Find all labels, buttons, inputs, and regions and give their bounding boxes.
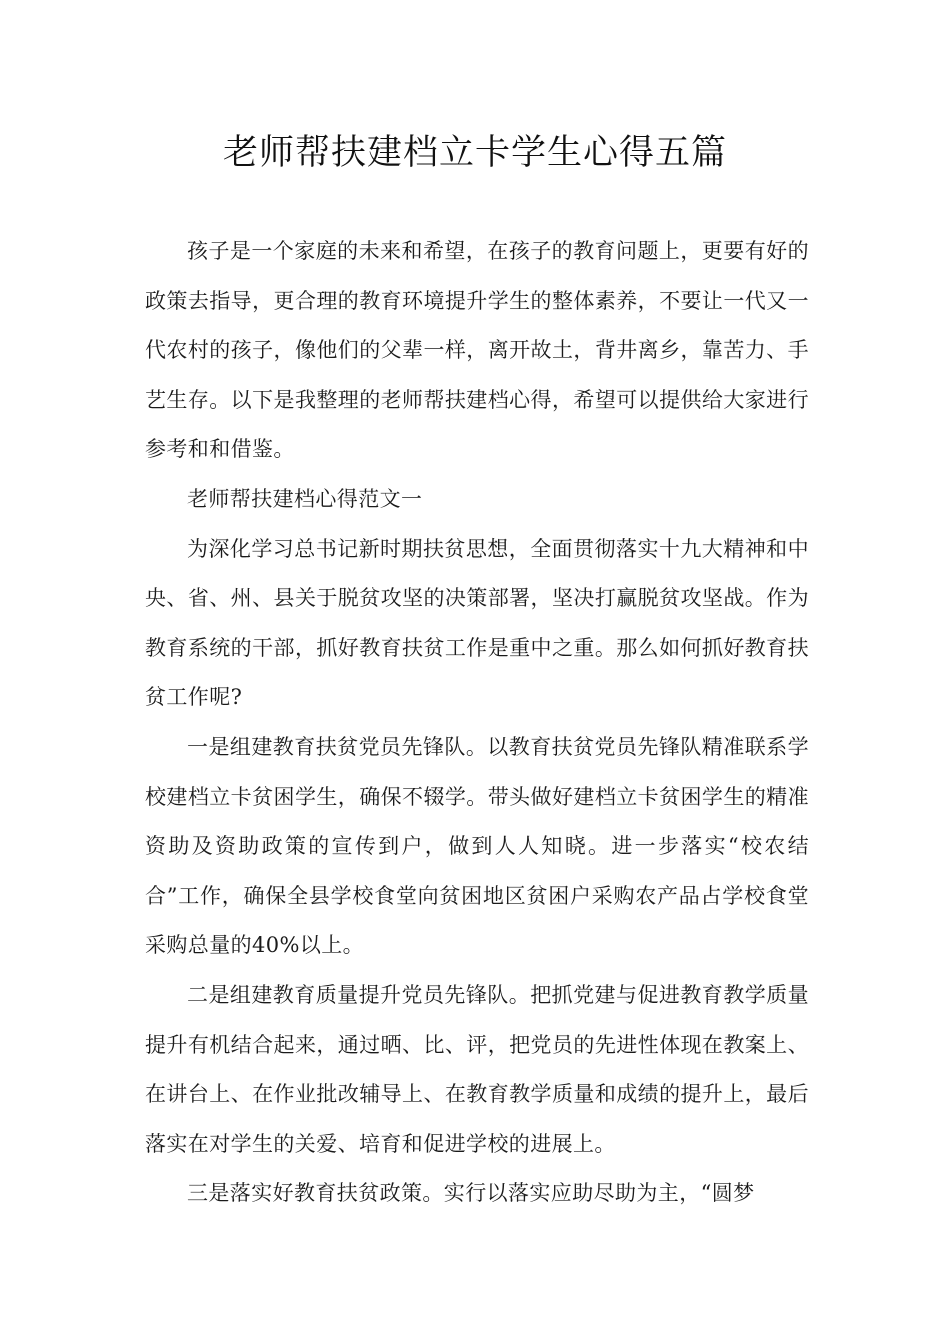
- section-heading-sample-one: 老师帮扶建档心得范文一: [187, 486, 423, 511]
- paragraph-overview: 为深化学习总书记新时期扶贫思想，全面贯彻落实十九大精神和中央、省、州、县关于脱贫攻坚的决策部署，坚决打赢脱贫攻坚战。作为教育系统的干部，抓好教育扶贫工作是重中之重。那么如何抓好教育扶贫工作呢?: [145, 536, 809, 710]
- paragraph-intro: 孩子是一个家庭的未来和希望，在孩子的教育问题上，更要有好的政策去指导，更合理的教育环境提升学生的整体素养，不要让一代又一代农村的孩子，像他们的父辈一样，离开故土，背井离乡，靠苦力、手艺生存。以下是我整理的老师帮扶建档心得，希望可以提供给大家进行参考和和借鉴。: [145, 239, 809, 462]
- paragraph-point-one: 一是组建教育扶贫党员先锋队。以教育扶贫党员先锋队精准联系学校建档立卡贫困学生，确保不辍学。带头做好建档立卡贫困学生的精准资助及资助政策的宣传到户，做到人人知晓。进一步落实“校农结合”工作，确保全县学校食堂向贫困地区贫困户采购农产品占学校食堂采购总量的40%以上。: [145, 734, 809, 958]
- document-body: [145, 227, 809, 1219]
- document-title: 老师帮扶建档立卡学生心得五篇: [222, 133, 727, 173]
- paragraph-point-three: 三是落实好教育扶贫政策。实行以落实应助尽助为主，“圆梦: [187, 1181, 755, 1206]
- paragraph-point-two: 二是组建教育质量提升党员先锋队。把抓党建与促进教育教学质量提升有机结合起来，通过晒、比、评，把党员的先进性体现在教案上、在讲台上、在作业批改辅导上、在教育教学质量和成绩的提升上，最后落实在对学生的关爱、培育和促进学校的进展上。: [145, 982, 809, 1156]
